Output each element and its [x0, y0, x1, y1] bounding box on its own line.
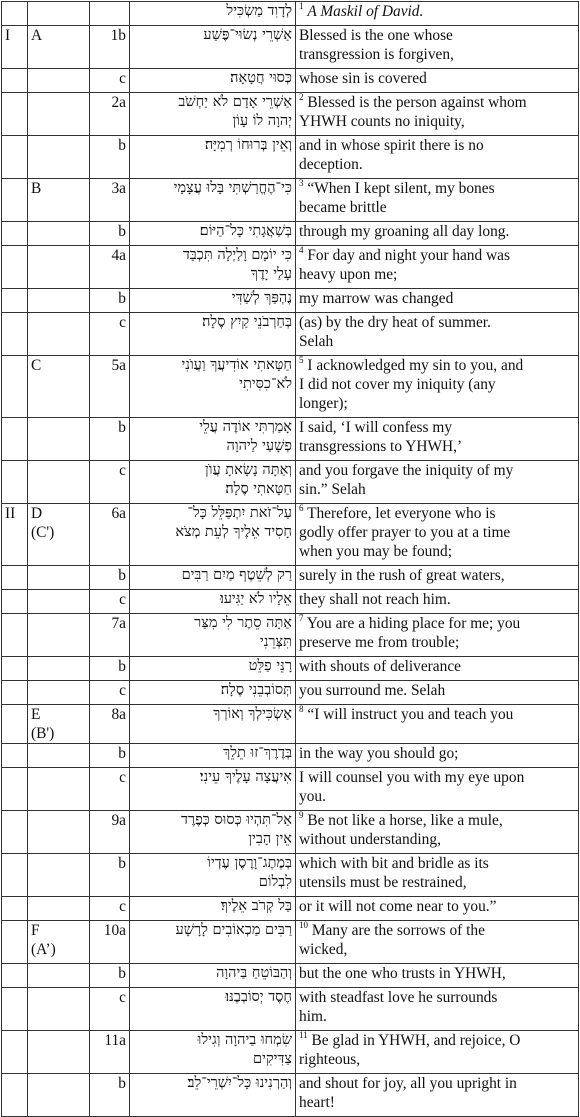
hebrew-text: וְהַרְנִינוּ כָּל־יִשְׁרֵי־לֵב׃: [130, 1074, 296, 1117]
english-translation: [296, 246, 579, 289]
section-numeral: [2, 811, 28, 854]
table-row: [2, 313, 579, 356]
english-translation: [296, 614, 579, 657]
english-translation: [296, 222, 579, 246]
english-translation: [296, 136, 579, 179]
verse-number: 11a: [90, 1031, 130, 1074]
section-numeral: [2, 566, 28, 590]
verse-number: c: [90, 461, 130, 504]
hebrew-text: אַשְׁרֵי אָדָם לֹא יַחְשֹׁב יְהוָה לוֹ עָוֹן: [130, 93, 296, 136]
strophe-label: [28, 222, 90, 246]
hebrew-text: רָנֵּי פַלֵּט: [130, 657, 296, 681]
english-line: Blessed is the person against whom YHWH counts no iniquity,: [299, 94, 527, 130]
table-row: [2, 614, 579, 657]
english-translation: [296, 681, 579, 705]
section-numeral: [2, 418, 28, 461]
english-line: “When I kept silent, my bones became brittle: [299, 180, 495, 216]
strophe-label: [28, 566, 90, 590]
verse-superscript: 3: [299, 178, 304, 188]
section-numeral: [2, 2, 28, 26]
english-translation: [296, 356, 579, 418]
table-row: [2, 246, 579, 289]
english-line: surely in the rush of great waters,: [299, 567, 505, 584]
hebrew-text: וְהַבּוֹטֵחַ בַּיהוָה: [130, 964, 296, 988]
verse-number: b: [90, 964, 130, 988]
verse-superscript: 9: [299, 810, 304, 820]
english-line: which with bit and bridle as its utensils must be restrained,: [299, 855, 489, 891]
verse-superscript: 1: [299, 1, 304, 11]
hebrew-text: רַבִּים מַכְאוֹבִים לָרָשָׁע: [130, 921, 296, 964]
table-row: [2, 566, 579, 590]
section-numeral: [2, 705, 28, 744]
table-row: [2, 681, 579, 705]
hebrew-text: תְּסוֹבְבֵנִי סֶלָה׃: [130, 681, 296, 705]
english-line: For day and night your hand was heavy upon me;: [299, 247, 510, 283]
english-line: whose sin is covered: [299, 70, 427, 87]
table-row: [2, 356, 579, 418]
english-translation: [296, 964, 579, 988]
strophe-label: [28, 93, 90, 136]
table-row: [2, 93, 579, 136]
section-numeral: [2, 356, 28, 418]
strophe-label: [28, 461, 90, 504]
table-row: [2, 811, 579, 854]
section-numeral: [2, 222, 28, 246]
english-translation: [296, 1031, 579, 1074]
table-row: [2, 657, 579, 681]
english-line: or it will not come near to you.”: [299, 898, 497, 915]
hebrew-text: לְדָוִד מַשְׂכִּיל: [130, 2, 296, 26]
section-numeral: [2, 657, 28, 681]
strophe-label: [28, 590, 90, 614]
section-numeral: [2, 964, 28, 988]
english-line: you surround me. Selah: [299, 682, 446, 699]
english-line: but the one who trusts in YHWH,: [299, 965, 506, 982]
hebrew-text: אַשְׁרֵי נְשׂוּי־פֶּשַׁע: [130, 26, 296, 69]
verse-number: b: [90, 222, 130, 246]
verse-number: [90, 2, 130, 26]
table-row: [2, 26, 579, 69]
strophe-label: [28, 2, 90, 26]
verse-number: b: [90, 657, 130, 681]
hebrew-text: כִּי יוֹמָם וָלַיְלָה תִּכְבַּד עָלַי יָדֶךָ: [130, 246, 296, 289]
verse-number: b: [90, 566, 130, 590]
english-translation: [296, 69, 579, 93]
verse-number: b: [90, 289, 130, 313]
strophe-label: E (B'): [28, 705, 90, 744]
verse-superscript: 11: [299, 1030, 308, 1040]
english-translation: [296, 179, 579, 222]
strophe-label: [28, 964, 90, 988]
verse-number: 6a: [90, 504, 130, 566]
section-numeral: [2, 461, 28, 504]
table-row: [2, 222, 579, 246]
verse-number: b: [90, 136, 130, 179]
strophe-label: [28, 246, 90, 289]
verse-number: c: [90, 988, 130, 1031]
table-row: [2, 69, 579, 93]
strophe-label: [28, 681, 90, 705]
verse-number: c: [90, 69, 130, 93]
verse-number: 4a: [90, 246, 130, 289]
section-numeral: [2, 136, 28, 179]
table-row: [2, 768, 579, 811]
table-row: [2, 461, 579, 504]
english-line: and in whose spirit there is no deception.: [299, 137, 484, 173]
english-line: Blessed is the one whose transgression is forgiven,: [299, 27, 454, 63]
strophe-label: [28, 988, 90, 1031]
verse-number: 2a: [90, 93, 130, 136]
section-numeral: [2, 1031, 28, 1074]
section-numeral: [2, 179, 28, 222]
section-numeral: I: [2, 26, 28, 69]
section-numeral: [2, 93, 28, 136]
section-numeral: [2, 1074, 28, 1117]
verse-number: 3a: [90, 179, 130, 222]
strophe-label: B: [28, 179, 90, 222]
hebrew-text: אִיעֲצָה עָלֶיךָ עֵינִי׃: [130, 768, 296, 811]
strophe-label: [28, 289, 90, 313]
section-numeral: [2, 897, 28, 921]
english-line: I acknowledged my sin to you, and I did not cover my iniquity (any longer);: [299, 357, 524, 412]
verse-number: b: [90, 744, 130, 768]
english-line: Be glad in YHWH, and rejoice, O righteous,: [299, 1032, 521, 1068]
strophe-label: [28, 744, 90, 768]
table-row: [2, 1031, 579, 1074]
verse-number: b: [90, 854, 130, 897]
verse-superscript: 10: [299, 920, 308, 930]
table-row: [2, 897, 579, 921]
strophe-label: A: [28, 26, 90, 69]
verse-number: c: [90, 590, 130, 614]
english-translation: [296, 418, 579, 461]
table-row: [2, 179, 579, 222]
english-translation: [296, 313, 579, 356]
strophe-label: [28, 418, 90, 461]
section-numeral: [2, 590, 28, 614]
verse-superscript: 7: [299, 613, 304, 623]
hebrew-text: וְאֵין בְּרוּחוֹ רְמִיָּה׃: [130, 136, 296, 179]
english-translation: [296, 2, 579, 26]
section-numeral: [2, 246, 28, 289]
table-row: [2, 289, 579, 313]
section-numeral: [2, 854, 28, 897]
hebrew-text: שִׂמְחוּ בַיהוָה וְגִילוּ צַדִּיקִים: [130, 1031, 296, 1074]
verse-number: b: [90, 1074, 130, 1117]
english-translation: [296, 93, 579, 136]
english-line: and shout for joy, all you upright in heart!: [299, 1075, 517, 1111]
strophe-label: [28, 1074, 90, 1117]
section-numeral: [2, 313, 28, 356]
english-line: I said, ‘I will confess my transgressions to YHWH,’: [299, 419, 463, 455]
verse-number: b: [90, 418, 130, 461]
verse-number: 9a: [90, 811, 130, 854]
verse-superscript: 4: [299, 245, 304, 255]
hebrew-text: בְּמֶתֶג־וָרֶסֶן עֶדְיוֹ לִבְלוֹם: [130, 854, 296, 897]
hebrew-text: נֶהְפַּךְ לְשַׁדִּי: [130, 289, 296, 313]
english-translation: [296, 590, 579, 614]
english-line: through my groaning all day long.: [299, 223, 510, 240]
hebrew-text: וְאַתָּה נָשָׂאתָ עֲוֺן חַטָּאתִי סֶלָה׃: [130, 461, 296, 504]
hebrew-text: אַתָּה סֵתֶר לִי מִצַּר תִּצְּרֵנִי: [130, 614, 296, 657]
english-line: A Maskil of David.: [307, 3, 424, 20]
table-row: [2, 1074, 579, 1117]
table-row: [2, 590, 579, 614]
strophe-label: [28, 136, 90, 179]
verse-number: c: [90, 897, 130, 921]
english-translation: [296, 768, 579, 811]
hebrew-text: בְּשַׁאֲגָתִי כָּל־הַיּוֹם׃: [130, 222, 296, 246]
verse-number: 1b: [90, 26, 130, 69]
hebrew-text: אֵלָיו לֹא יַגִּיעוּ׃: [130, 590, 296, 614]
psalm-structure-table: [1, 1, 579, 1117]
section-numeral: II: [2, 504, 28, 566]
hebrew-text: חַטָּאתִי אוֹדִיעֲךָ וַעֲוֺנִי לֹא־כִסִּיתִי: [130, 356, 296, 418]
english-translation: [296, 504, 579, 566]
verse-number: 10a: [90, 921, 130, 964]
english-line: they shall not reach him.: [299, 591, 451, 608]
section-numeral: [2, 988, 28, 1031]
english-translation: [296, 897, 579, 921]
english-translation: [296, 461, 579, 504]
table-row: [2, 964, 579, 988]
table-row: [2, 988, 579, 1031]
english-line: Therefore, let everyone who is godly offer prayer to you at a time when you may be found;: [299, 505, 511, 560]
english-translation: [296, 657, 579, 681]
english-line: “I will instruct you and teach you: [307, 706, 514, 723]
strophe-label: [28, 1031, 90, 1074]
verse-number: c: [90, 313, 130, 356]
english-line: in the way you should go;: [299, 745, 459, 762]
section-numeral: [2, 681, 28, 705]
verse-number: 8a: [90, 705, 130, 744]
hebrew-text: בַּל קְרֹב אֵלֶיךָ׃: [130, 897, 296, 921]
english-translation: [296, 705, 579, 744]
strophe-label: [28, 657, 90, 681]
verse-number: 7a: [90, 614, 130, 657]
verse-superscript: 8: [299, 704, 304, 714]
english-line: with steadfast love he surrounds him.: [299, 989, 498, 1025]
strophe-label: F (A’): [28, 921, 90, 964]
strophe-label: C: [28, 356, 90, 418]
hebrew-text: אַל־תִּהְיוּ כְּסוּס כְּפֶרֶד אֵין הָבִין: [130, 811, 296, 854]
section-numeral: [2, 289, 28, 313]
english-line: with shouts of deliverance: [299, 658, 461, 675]
section-numeral: [2, 921, 28, 964]
section-numeral: [2, 69, 28, 93]
english-line: my marrow was changed: [299, 290, 454, 307]
hebrew-text: כְּסוּי חֲטָאָה׃: [130, 69, 296, 93]
english-translation: [296, 1074, 579, 1117]
hebrew-text: חֶסֶד יְסוֹבְבֶנּוּ׃: [130, 988, 296, 1031]
table-row: [2, 744, 579, 768]
hebrew-text: אַשְׂכִּילְךָ וְאוֹרְךָ: [130, 705, 296, 744]
english-line: (as) by the dry heat of summer. Selah: [299, 314, 491, 350]
verse-number: 5a: [90, 356, 130, 418]
table-row: [2, 504, 579, 566]
english-translation: [296, 811, 579, 854]
strophe-label: [28, 897, 90, 921]
english-translation: [296, 744, 579, 768]
english-line: and you forgave the iniquity of my sin.” Selah: [299, 462, 514, 498]
strophe-label: [28, 69, 90, 93]
section-numeral: [2, 768, 28, 811]
hebrew-text: בְּחַרְבֹנֵי קַיִץ סֶלָה׃: [130, 313, 296, 356]
english-line: I will counsel you with my eye upon you.: [299, 769, 525, 805]
english-translation: [296, 988, 579, 1031]
english-translation: [296, 289, 579, 313]
hebrew-text: אָמַרְתִּי אוֹדֶה עֲלֵי פְשָׁעַי לַיהוָה: [130, 418, 296, 461]
verse-superscript: 6: [299, 503, 304, 513]
table-row: [2, 418, 579, 461]
table-row: [2, 705, 579, 744]
strophe-label: [28, 313, 90, 356]
english-line: Be not like a horse, like a mule, without understanding,: [299, 812, 503, 848]
verse-number: c: [90, 681, 130, 705]
verse-number: c: [90, 768, 130, 811]
hebrew-text: עַל־זֹאת יִתְפַּלֵּל כָּל־ חָסִיד אֵלֶיךָ לְעֵת מְצֹא: [130, 504, 296, 566]
english-line: Many are the sorrows of the wicked,: [299, 922, 485, 958]
strophe-label: [28, 811, 90, 854]
verse-superscript: 5: [299, 355, 304, 365]
hebrew-text: בְּדֶרֶךְ־זוּ תֵלֵךְ: [130, 744, 296, 768]
english-translation: [296, 566, 579, 590]
strophe-label: [28, 614, 90, 657]
table-row: [2, 854, 579, 897]
english-line: You are a hiding place for me; you preserve me from trouble;: [299, 615, 521, 651]
table-body: [2, 2, 579, 1117]
hebrew-text: כִּי־הֶחֱרַשְׁתִּי בָּלוּ עֲצָמָי: [130, 179, 296, 222]
english-translation: [296, 26, 579, 69]
strophe-label: [28, 854, 90, 897]
section-numeral: [2, 744, 28, 768]
english-translation: [296, 921, 579, 964]
verse-superscript: 2: [299, 92, 304, 102]
english-translation: [296, 854, 579, 897]
table-row: [2, 136, 579, 179]
strophe-label: [28, 768, 90, 811]
table-row: [2, 921, 579, 964]
strophe-label: D (C'): [28, 504, 90, 566]
section-numeral: [2, 614, 28, 657]
hebrew-text: רַק לְשֵׁטֶף מַיִם רַבִּים: [130, 566, 296, 590]
table-row: [2, 2, 579, 26]
